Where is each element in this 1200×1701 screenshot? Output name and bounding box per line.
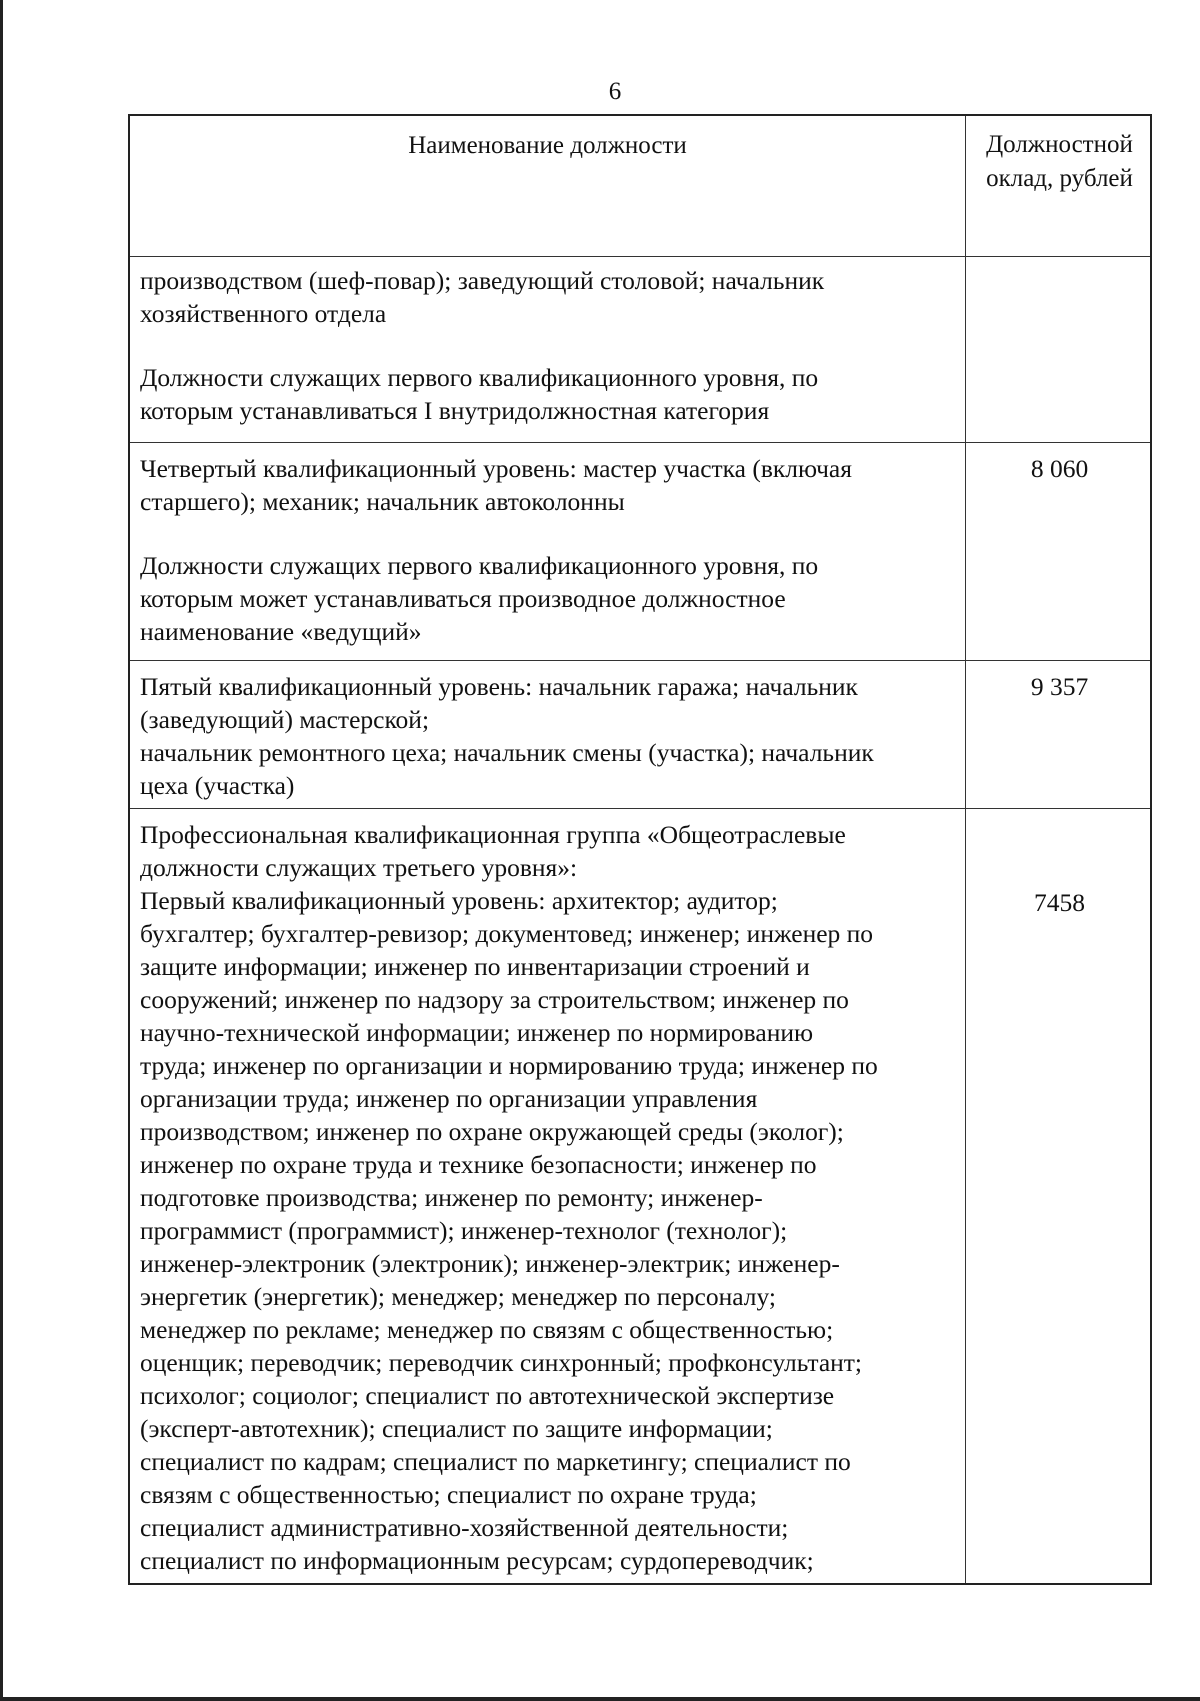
- salary-value: 7458: [1034, 888, 1085, 917]
- row-divider: [130, 256, 1150, 257]
- position-text: производством (шеф-повар); заведующий столовой; начальник хозяйственного отдела: [140, 266, 825, 328]
- salary-table: [128, 114, 1152, 1585]
- position-text: Должности служащих первого квалификационного уровня, по которым может устанавливаться производное должностное наименование «ведущий»: [140, 551, 819, 646]
- position-text: Четвертый квалификационный уровень: мастер участка (включая старшего); механик; начальник автоколонны: [140, 454, 852, 516]
- scan-border-left: [0, 0, 3, 1701]
- header-salary: Должностной оклад, рублей: [986, 131, 1133, 192]
- row-divider: [130, 442, 1150, 443]
- position-text: Должности служащих первого квалификационного уровня, по которым устанавливаться I внутридолжностная категория: [140, 363, 819, 425]
- row-divider: [130, 660, 1150, 661]
- row-divider: [130, 808, 1150, 809]
- header-position-name: Наименование должности: [408, 132, 687, 159]
- position-text: Пятый квалификационный уровень: начальник гаража; начальник (заведующий) мастерской; начальник ремонтного цеха; начальник смены (участка); начальник цеха (участка): [140, 672, 874, 800]
- column-divider: [965, 116, 966, 1583]
- scan-border-bottom: [0, 1697, 1200, 1701]
- salary-value: 8 060: [1030, 454, 1089, 483]
- position-text: Профессиональная квалификационная группа «Общеотраслевые должности служащих третьего уровня»: Первый квалификационный уровень: архитектор; аудитор; бухгалтер; бухгалтер-ревизор; документовед; инженер; инженер по защите информации; инженер по инвентаризации строений и сооружений; инженер по надзору за строительством; инженер по научно-технической информации; инженер по нормированию труда; инженер по организации и нормированию труда; инженер по организации труда; инженер по организации управления производством; инженер по охране окружающей среды (эколог); инженер по охране труда и технике безопасности; инженер по подготовке производства; инженер по ремонту; инженер- программист (программист); инженер-технолог (технолог); инженер-электроник (электроник); инженер-электрик; инженер- энергетик (энергетик); менеджер; менеджер по персоналу; менеджер по рекламе; менеджер по связям с общественностью; оценщик; переводчик; переводчик синхронный; профконсультант; психолог; социолог; специалист по автотехнической экспертизе (эксперт-автотехник); специалист по защите информации; специалист по кадрам; специалист по маркетингу; специалист по связям с общественностью; специалист по охране труда; специалист административно-хозяйственной деятельности; специалист по информационным ресурсам; сурдопереводчик;: [140, 820, 878, 1575]
- salary-value: 9 357: [1030, 672, 1089, 701]
- page-number: 6: [608, 78, 622, 105]
